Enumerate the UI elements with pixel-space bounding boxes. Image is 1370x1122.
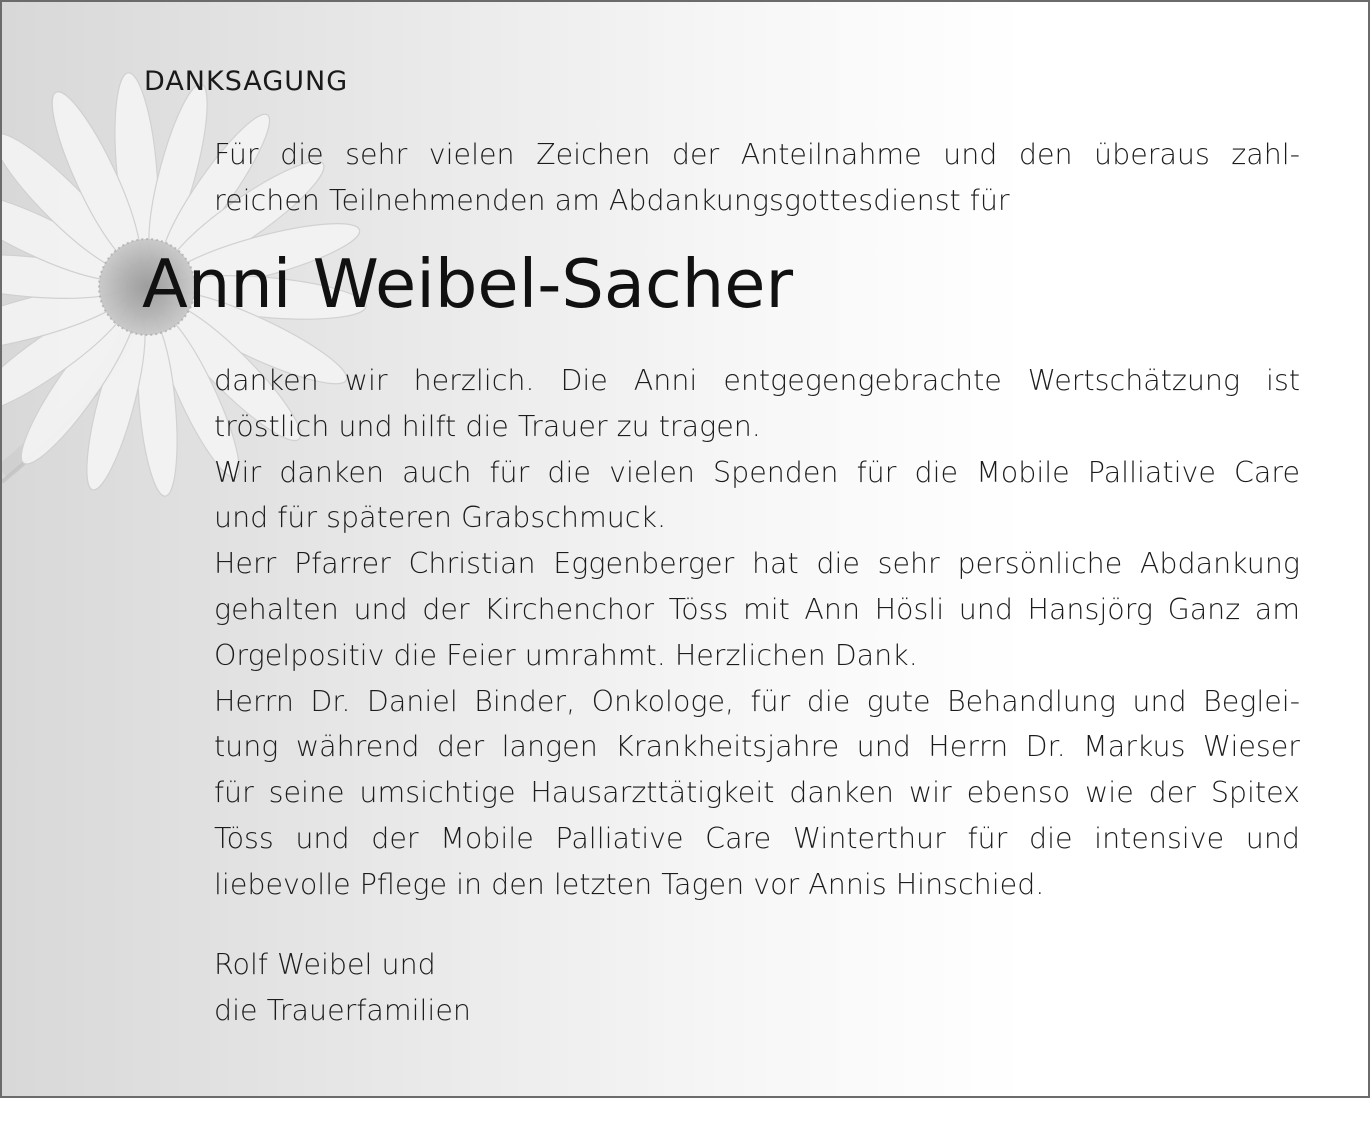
body-line: Wir danken auch für die vielen Spenden für die Mobile Palliative Care — [214, 455, 1300, 489]
intro-line: reichen Teilnehmenden am Abdankungsgottesdienst für — [214, 183, 1010, 217]
signature-line: Rolf Weibel und — [214, 948, 436, 981]
intro-paragraph — [214, 132, 1300, 223]
intro-line: Für die sehr vielen Zeichen der Anteilnahme und den überaus zahl- — [214, 138, 1300, 171]
body-line: Orgelpositiv die Feier umrahmt. Herzlichen Dank. — [214, 638, 918, 672]
body-line: Herr Pfarrer Christian Eggenberger hat die sehr persönliche Abdankung — [214, 547, 1300, 581]
deceased-name: Anni Weibel-Sacher — [142, 245, 794, 323]
body-line: Töss und der Mobile Palliative Care Winterthur für die intensive und — [214, 821, 1300, 855]
body-line: liebevolle Pflege in den letzten Tagen vor Annis Hinschied. — [214, 867, 1045, 901]
signature — [214, 942, 471, 1033]
heading-danksagung: DANKSAGUNG — [144, 66, 349, 97]
body-line: danken wir herzlich. Die Anni entgegengebrachte Wertschätzung ist — [214, 364, 1300, 397]
body-line: tung während der langen Krankheitsjahre und Herrn Dr. Markus Wieser — [214, 730, 1300, 764]
signature-line: die Trauerfamilien — [214, 993, 471, 1027]
body-line: gehalten und der Kirchenchor Töss mit Ann Hösli und Hansjörg Ganz am — [214, 592, 1300, 626]
thanks-paragraph — [214, 358, 1300, 908]
body-line: und für späteren Grabschmuck. — [214, 501, 667, 535]
body-line: Herrn Dr. Daniel Binder, Onkologe, für die gute Behandlung und Beglei- — [214, 684, 1300, 718]
body-line: für seine umsichtige Hausarzttätigkeit danken wir ebenso wie der Spitex — [214, 776, 1300, 810]
body-line: tröstlich und hilft die Trauer zu tragen. — [214, 409, 761, 443]
